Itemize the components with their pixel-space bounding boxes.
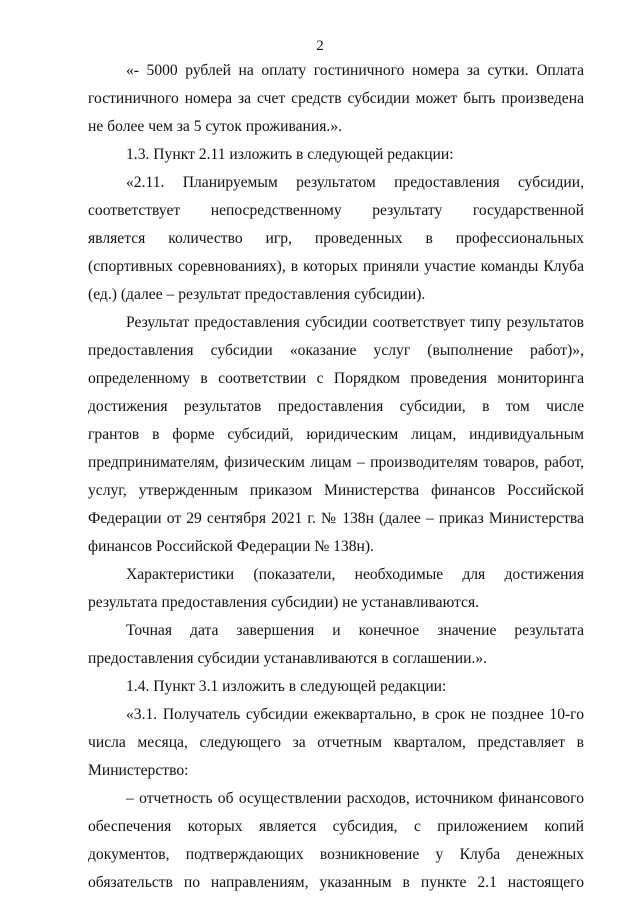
text-line: 1.3. Пункт 2.11 изложить в следующей редакции: — [126, 146, 454, 163]
text-line: (спортивных соревнованиях), в которых приняли участие команды Клуба — [88, 258, 584, 275]
text-line: предпринимателям, физическим лицам – производителям товаров, работ, — [88, 454, 584, 471]
text-line: Точная дата завершения и конечное значение результата — [126, 622, 584, 639]
text-line: финансов Российской Федерации № 138н). — [88, 538, 374, 555]
paragraph-3-1 — [88, 701, 584, 785]
text-line: определенному в соответствии с Порядком проведения мониторинга — [88, 370, 584, 387]
document-body — [88, 57, 584, 897]
text-line: услуг, утвержденным приказом Министерства финансов Российской — [88, 482, 584, 499]
page-number: 2 — [316, 38, 324, 54]
text-line: Результат предоставления субсидии соответствует типу результатов — [126, 314, 584, 331]
paragraph-2-11 — [88, 169, 584, 309]
paragraph-result-type — [88, 309, 584, 561]
text-line: – отчетность об осуществлении расходов, источником финансового — [126, 790, 584, 807]
paragraph-item-1-3 — [88, 141, 584, 169]
text-line: обеспечения которых является субсидия, с приложением копий — [88, 818, 584, 835]
text-line: документов, подтверждающих возникновение у Клуба денежных — [88, 846, 584, 863]
text-line: «3.1. Получатель субсидии ежеквартально, в срок не позднее 10-го — [126, 706, 584, 723]
paragraph-item-1-4 — [88, 673, 584, 701]
text-line: не более чем за 5 суток проживания.». — [88, 118, 343, 135]
paragraph-hotel-payment — [88, 57, 584, 141]
paragraph-completion-date — [88, 617, 584, 673]
paragraph-reporting — [88, 785, 584, 897]
text-line: Федерации от 29 сентября 2021 г. № 138н (далее – приказ Министерства — [88, 510, 584, 527]
text-line: «- 5000 рублей на оплату гостиничного номера за сутки. Оплата — [126, 62, 584, 79]
text-line: результата предоставления субсидии) не устанавливаются. — [88, 594, 480, 611]
text-line: 1.4. Пункт 3.1 изложить в следующей редакции: — [126, 678, 447, 695]
text-line: является количество игр, проведенных в профессиональных — [88, 230, 584, 247]
text-line: числа месяца, следующего за отчетным кварталом, представляет в — [88, 734, 584, 751]
paragraph-characteristics — [88, 561, 584, 617]
text-line: Министерство: — [88, 762, 189, 779]
text-line: гостиничного номера за счет средств субсидии может быть произведена — [88, 90, 584, 107]
text-line: Характеристики (показатели, необходимые для достижения — [126, 566, 584, 583]
text-line: обязательств по направлениям, указанным в пункте 2.1 настоящего — [88, 874, 584, 891]
text-line: достижения результатов предоставления субсидии, в том числе — [88, 398, 584, 415]
text-line: соответствует непосредственному результату государственной — [88, 202, 584, 219]
text-line: (ед.) (далее – результат предоставления субсидии). — [88, 286, 426, 303]
text-line: грантов в форме субсидий, юридическим лицам, индивидуальным — [88, 426, 584, 443]
text-line: предоставления субсидии устанавливаются в соглашении.». — [88, 650, 488, 667]
text-line: предоставления субсидии «оказание услуг (выполнение работ)», — [88, 342, 584, 359]
text-line: «2.11. Планируемым результатом предоставления субсидии, — [126, 174, 584, 191]
